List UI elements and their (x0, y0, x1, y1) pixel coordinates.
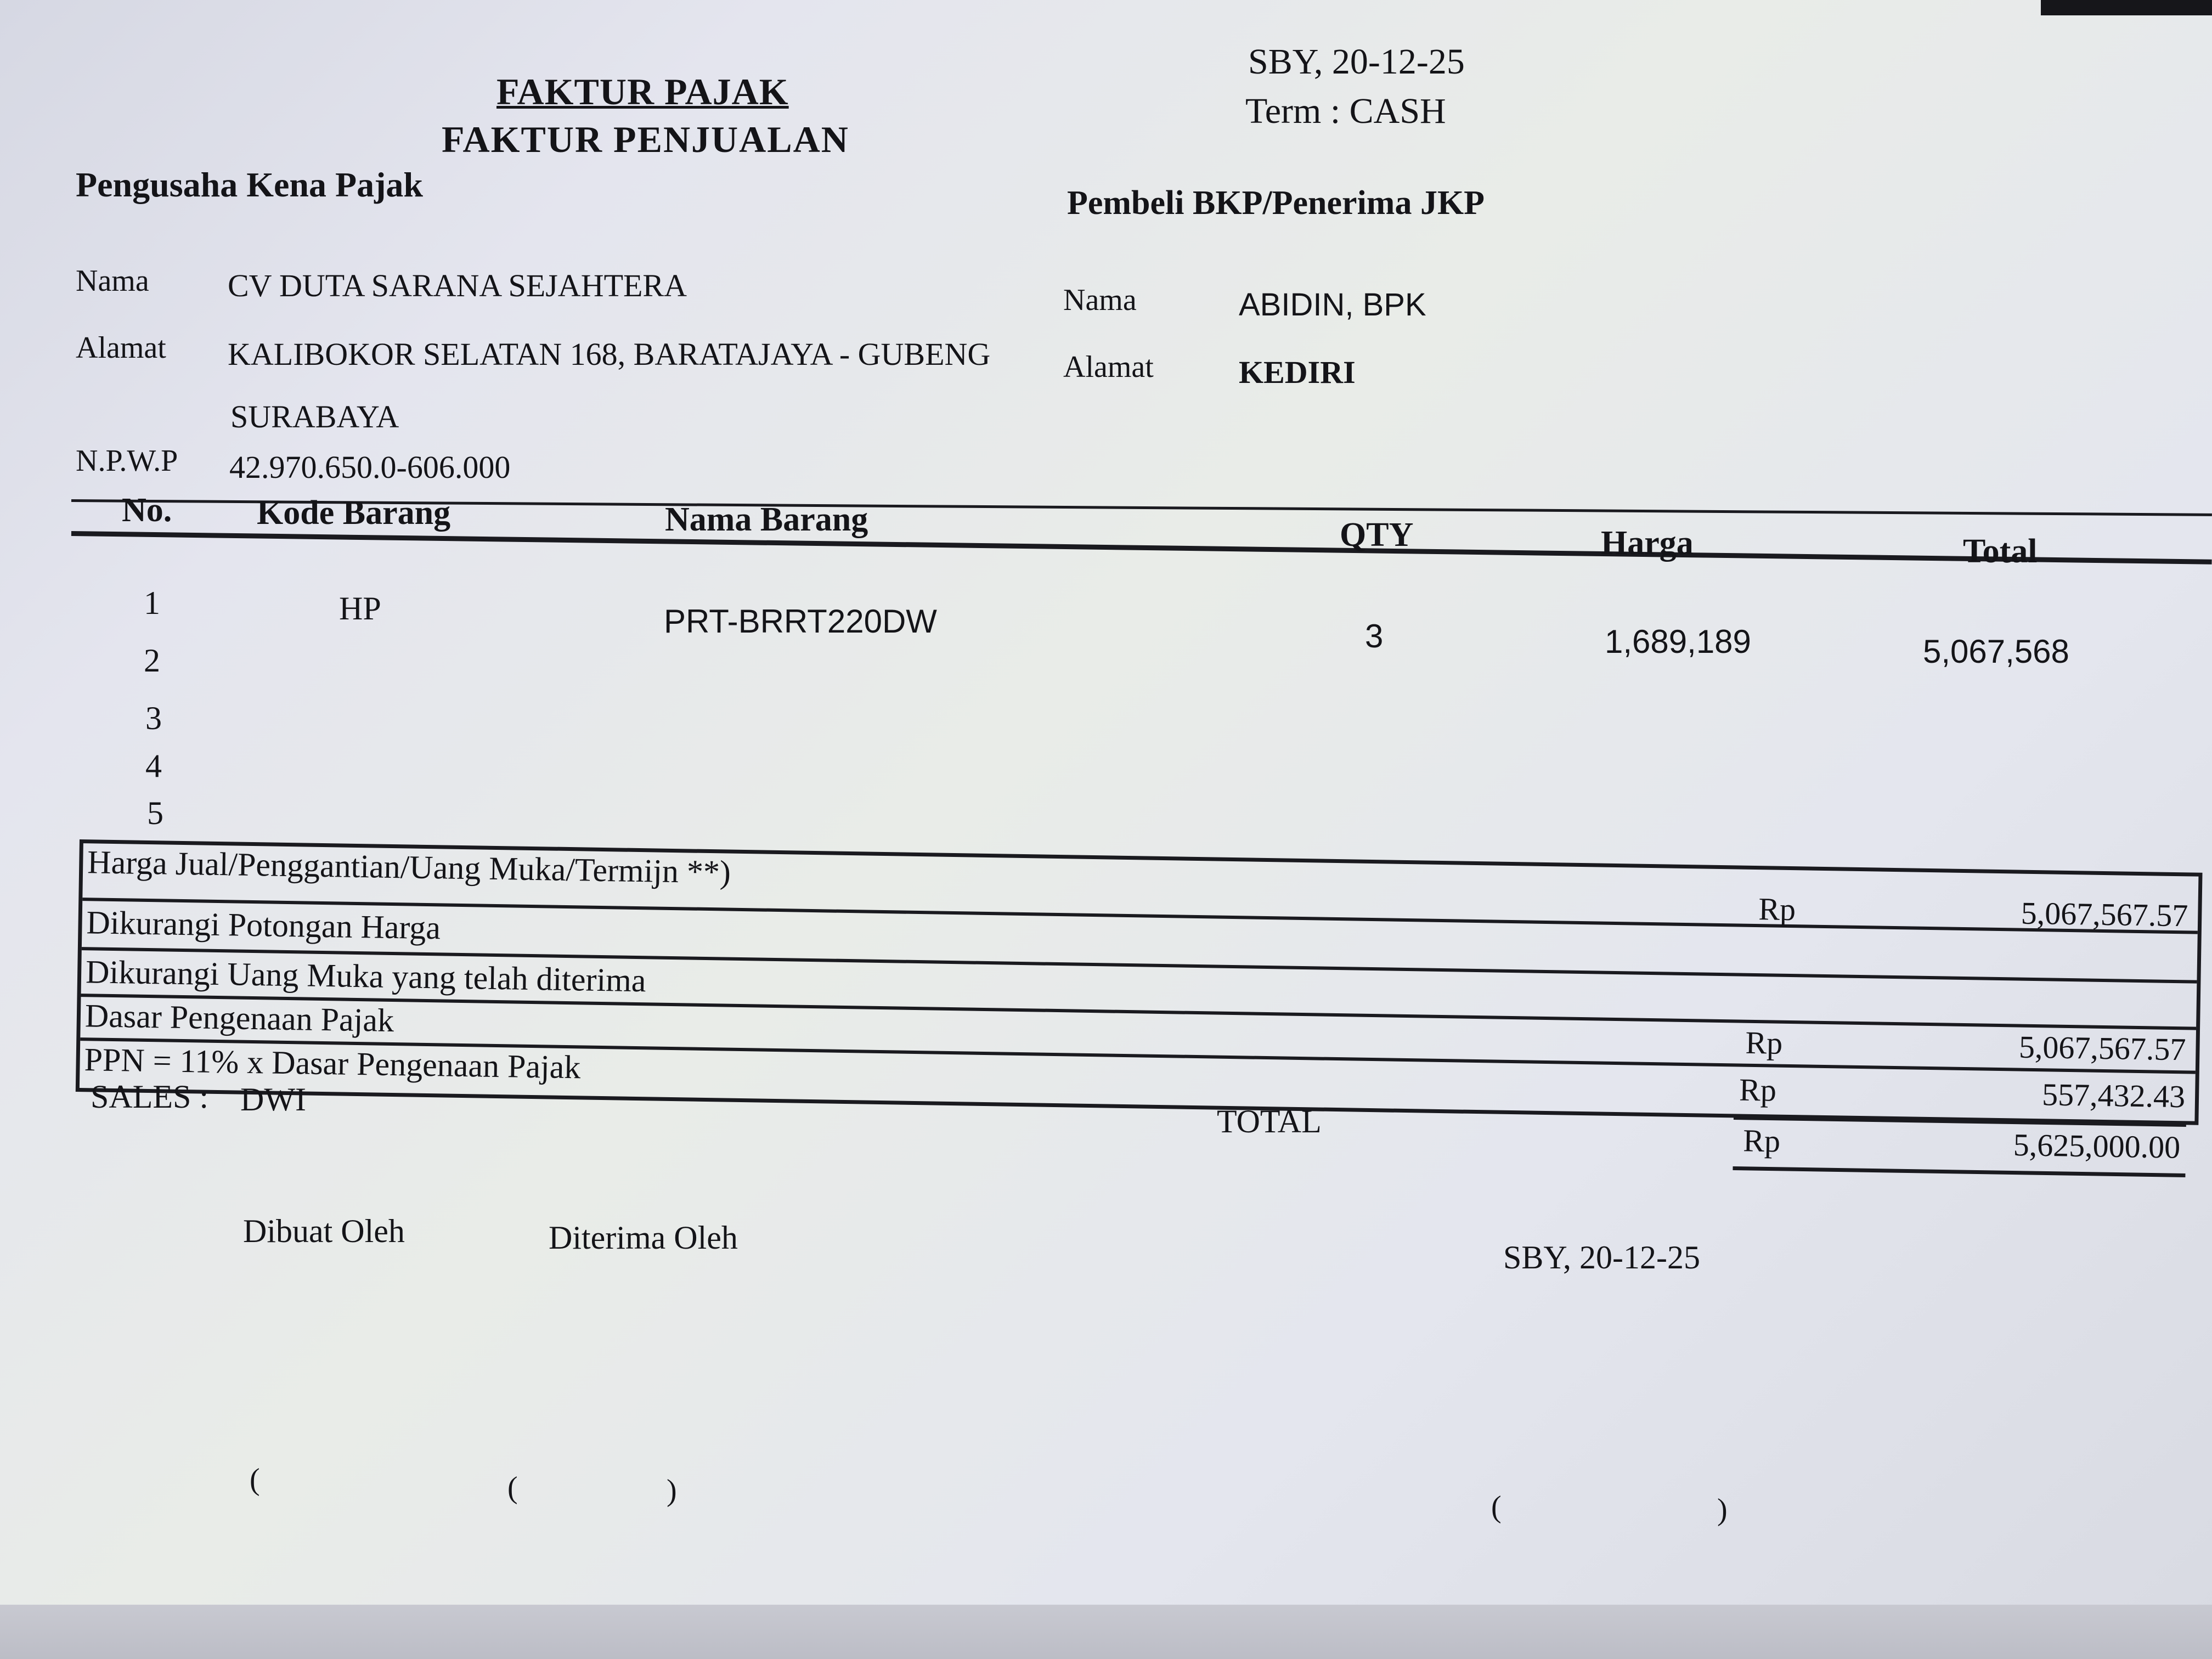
harga-jual-label: Harga Jual/Penggantian/Uang Muka/Termijn **) (87, 844, 731, 890)
buyer-heading: Pembeli BKP/Penerima JKP (1067, 184, 1485, 222)
table-row-1-no: 1 (144, 585, 160, 621)
seller-heading: Pengusaha Kena Pajak (76, 165, 423, 204)
summary-box (76, 839, 2203, 1125)
dpp-value: 5,067,567.57 (2018, 1029, 2186, 1068)
table-row-4-no: 4 (145, 748, 162, 784)
column-header-qty: QTY (1340, 516, 1414, 554)
buyer-name-label: Nama (1063, 283, 1137, 317)
total-box (1733, 1116, 2186, 1177)
seller-npwp-label: N.P.W.P (76, 444, 178, 478)
seller-address-line1: KALIBOKOR SELATAN 168, BARATAJAYA - GUBENG (228, 336, 991, 372)
received-by-label: Diterima Oleh (549, 1220, 738, 1256)
total-label: TOTAL (1217, 1103, 1322, 1139)
ppn-label: PPN = 11% x Dasar Pengenaan Pajak (84, 1041, 581, 1086)
payment-term: Term : CASH (1245, 91, 1446, 131)
column-header-name: Nama Barang (665, 501, 868, 538)
document-title: FAKTUR PAJAK (496, 71, 789, 112)
seller-address-line2: SURABAYA (230, 399, 399, 435)
buyer-address-label: Alamat (1063, 350, 1154, 384)
table-row-1-code: HP (339, 590, 381, 627)
dpp-label: Dasar Pengenaan Pajak (84, 997, 394, 1039)
screen-bezel-corner (2041, 0, 2212, 15)
screen-bezel-bottom (0, 1605, 2212, 1659)
total-value: 5,625,000.00 (2013, 1127, 2181, 1165)
place-open-paren: ( (1491, 1490, 1502, 1524)
dpp-currency: Rp (1745, 1024, 1783, 1061)
buyer-name: ABIDIN, BPK (1239, 287, 1426, 323)
harga-jual-value: 5,067,567.57 (2021, 895, 2188, 934)
harga-jual-currency: Rp (1758, 891, 1796, 928)
sales-label: SALES : (91, 1079, 209, 1115)
seller-address-label: Alamat (76, 331, 166, 365)
column-header-price: Harga (1601, 524, 1694, 562)
table-header-rule (71, 531, 2212, 565)
table-row-2-no: 2 (144, 642, 160, 679)
ppn-currency: Rp (1739, 1071, 1777, 1108)
buyer-address: KEDIRI (1239, 354, 1356, 390)
column-header-total: Total (1963, 533, 2038, 570)
sales-value: DWI (240, 1081, 306, 1118)
invoice-date: SBY, 20-12-25 (1248, 42, 1465, 82)
place-close-paren: ) (1717, 1493, 1728, 1527)
received-by-close-paren: ) (667, 1474, 677, 1508)
column-header-no: No. (122, 492, 172, 529)
made-by-label: Dibuat Oleh (243, 1213, 405, 1249)
signature-place-date: SBY, 20-12-25 (1503, 1239, 1700, 1276)
table-row-1-name: PRT-BRRT220DW (664, 603, 937, 640)
total-currency: Rp (1742, 1122, 1781, 1159)
document-subtitle: FAKTUR PENJUALAN (442, 119, 849, 160)
seller-name-label: Nama (76, 264, 149, 298)
table-row-5-no: 5 (147, 795, 163, 831)
table-row-3-no: 3 (145, 700, 162, 736)
seller-name: CV DUTA SARANA SEJAHTERA (228, 268, 687, 303)
table-row-1-price: 1,689,189 (1605, 623, 1751, 660)
made-by-open-paren: ( (250, 1463, 260, 1497)
uang-muka-label: Dikurangi Uang Muka yang telah diterima (85, 953, 646, 999)
ppn-value: 557,432.43 (2041, 1076, 2186, 1115)
table-row-1-total: 5,067,568 (1923, 633, 2069, 670)
table-row-1-qty: 3 (1365, 618, 1384, 654)
received-by-open-paren: ( (507, 1471, 518, 1505)
potongan-label: Dikurangi Potongan Harga (86, 904, 441, 946)
column-header-code: Kode Barang (257, 494, 451, 532)
seller-npwp: 42.970.650.0-606.000 (229, 449, 511, 485)
